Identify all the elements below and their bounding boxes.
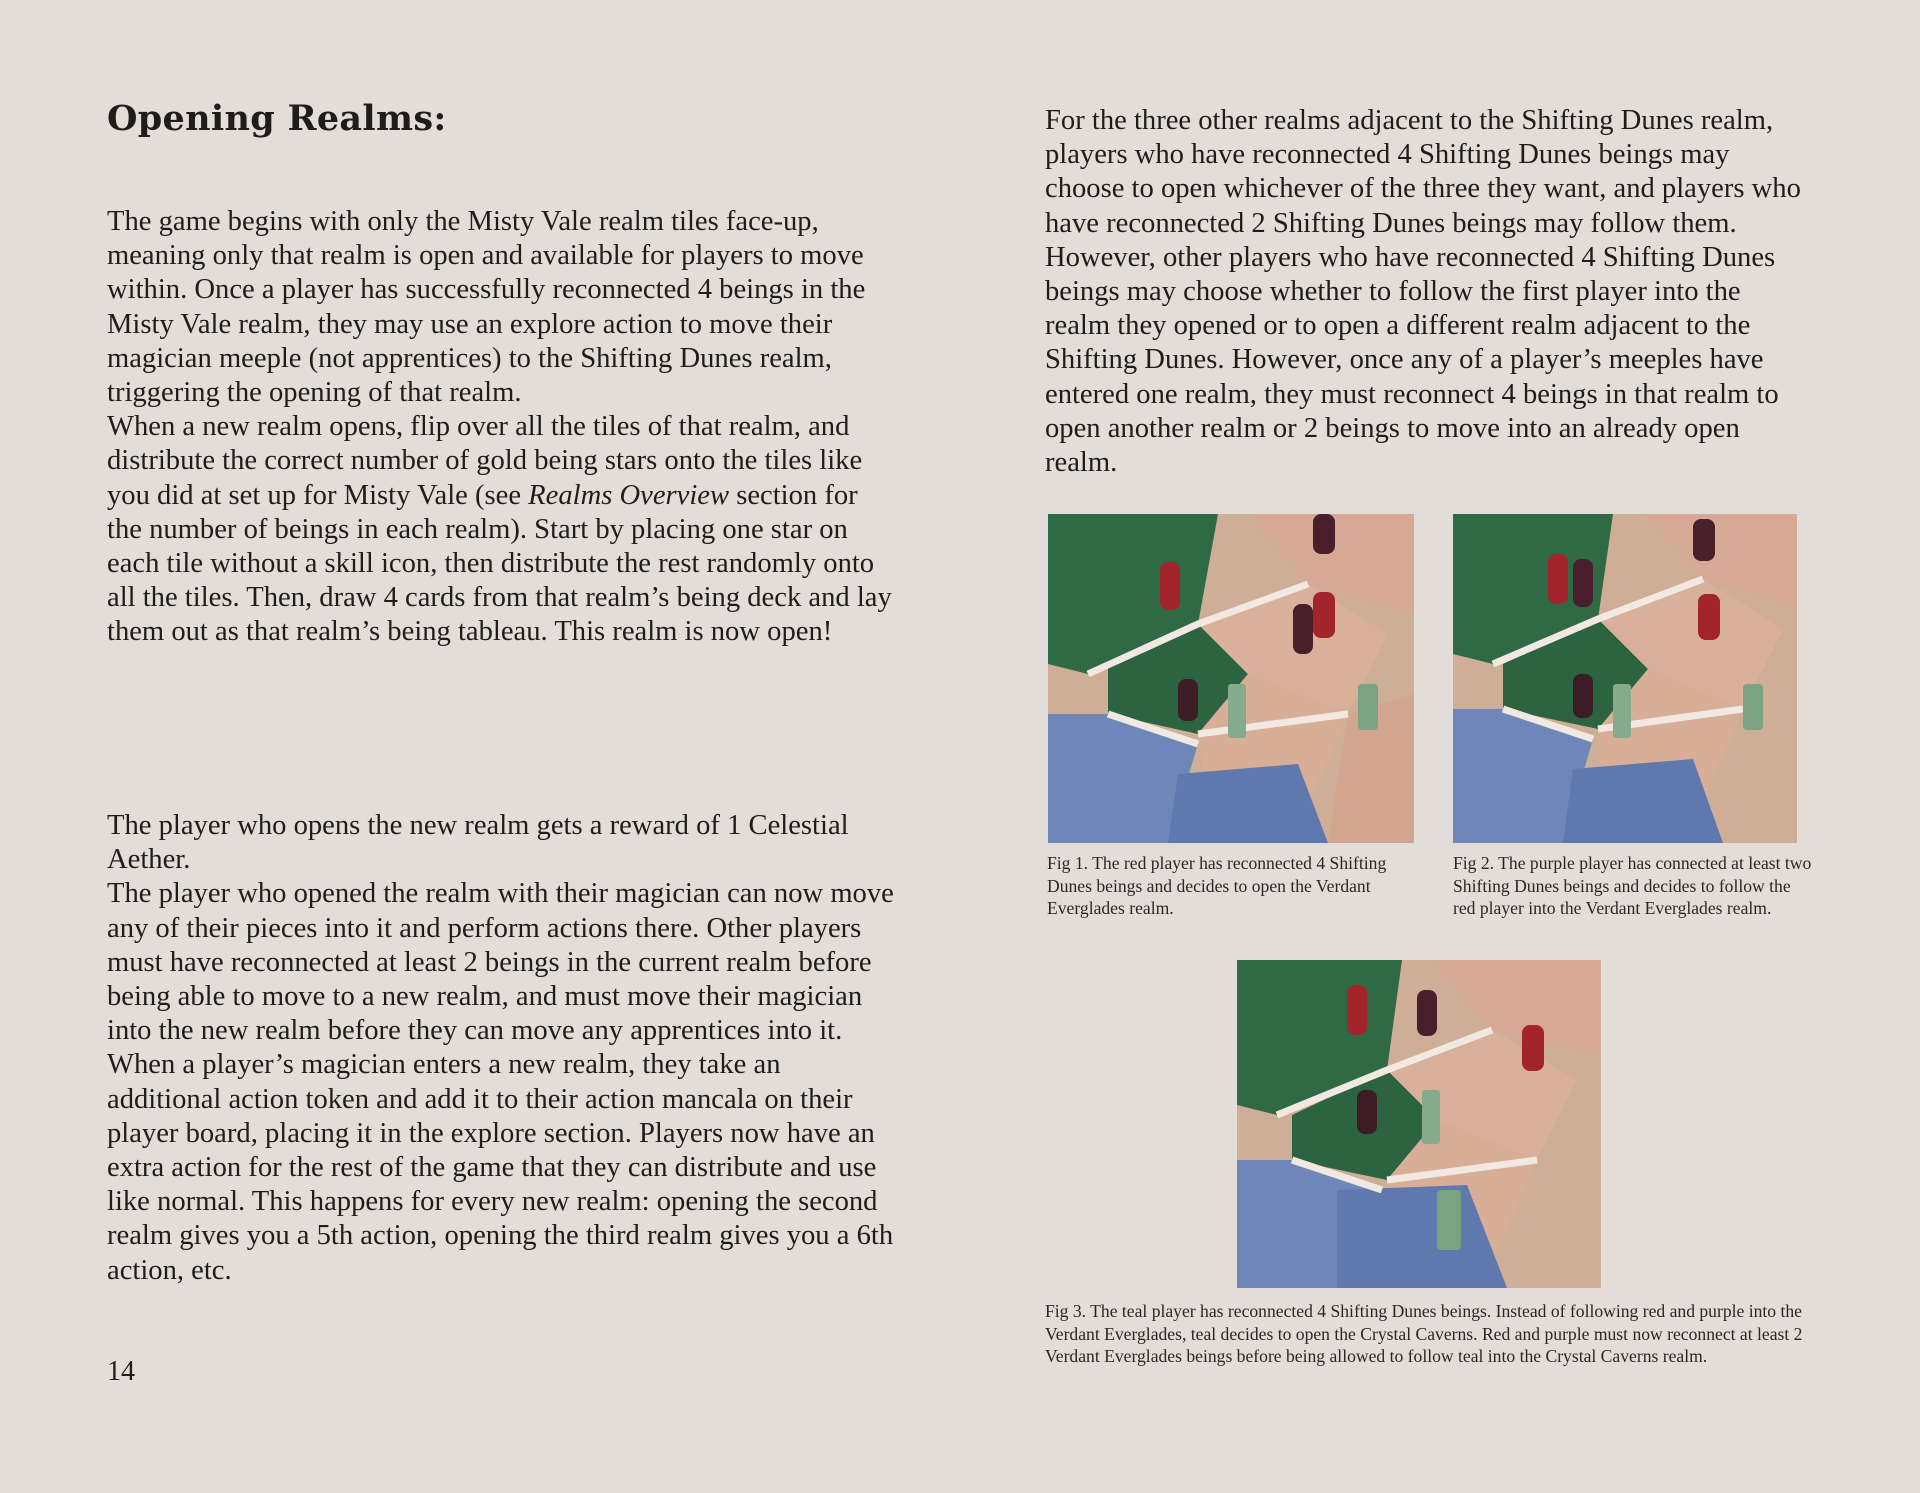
adjacent-realms-text [1045,104,1810,480]
right-page [960,0,1920,1493]
paragraph: When a player’s magician enters a new realm, they take an additional action token and add it to their action mancala on their player board, placing it in the explore section. Players now have an extra action for the rest of the game that they can distribute and use like normal. This happens for every new realm: opening the second realm gives you a 5th action, opening the third realm gives you a 6th action, etc. [107,1049,894,1286]
board-photo-fig3 [1237,960,1601,1288]
red-meeple [1347,985,1367,1035]
figure-1-photo [1048,514,1414,843]
text-run: section for the number of beings in each realm). Start by placing one star on each tile without a skill icon, then distribute the rest randomly onto all the tiles. Then, draw 4 cards from that realm’s being deck and lay them out as that realm’s being tableau. This realm is now open! [107,479,892,648]
board-photo-fig1 [1048,514,1414,843]
teal-meeple [1613,684,1631,738]
paragraph: For the three other realms adjacent to the Shifting Dunes realm, players who have reconnected 4 Shifting Dunes beings may choose to open whichever of the three they want, and players who have reconnected 2 Shifting Dunes beings may follow them. However, other players who have reconnected 4 Shifting Dunes beings may choose whether to follow the first player into the realm they opened or to open a different realm adjacent to the Shifting Dunes. However, once any of a player’s meeples have entered one realm, they must reconnect 4 beings in that realm to open another realm or 2 beings to move into an already open realm. [1045,105,1801,479]
red-meeple [1698,594,1720,640]
red-meeple [1548,554,1568,604]
purple-meeple [1178,679,1198,721]
purple-meeple [1293,604,1313,654]
purple-meeple [1573,674,1593,718]
figure-3-caption: Fig 3. The teal player has reconnected 4 Shifting Dunes beings. Instead of following red and purple into the Verdant Everglades, teal decides to open the Crystal Caverns. Red and purple must now reconnect at least 2 Verdant Everglades beings before being allowed to follow teal into the Crystal Caverns realm. [1045,1301,1803,1367]
purple-meeple [1693,519,1715,561]
section-heading: Opening Realms: [107,98,447,139]
purple-meeple [1313,514,1335,554]
purple-meeple [1357,1090,1377,1134]
paragraph: The player who opened the realm with their magician can now move any of their pieces into it and perform actions there. Other players must have reconnected at least 2 beings in the current realm before being able to move to a new realm, and must move their magician into the new realm before they can move any apprentices into it. [107,878,894,1047]
figure-1-caption: Fig 1. The red player has reconnected 4 Shifting Dunes beings and decides to open the Verdant Everglades realm. [1047,853,1387,919]
teal-meeple [1358,684,1378,730]
realms-overview-reference: Realms Overview [528,479,730,511]
paragraph: The player who opens the new realm gets a reward of 1 Celestial Aether. [107,810,849,876]
figure-2-photo [1453,514,1797,843]
page-number: 14 [107,1356,135,1387]
figure-2-caption: Fig 2. The purple player has connected at least two Shifting Dunes beings and decides to follow the red player into the Verdant Everglades realm. [1453,853,1812,919]
teal-meeple [1422,1090,1440,1144]
red-meeple [1313,592,1335,638]
paragraph: The game begins with only the Misty Vale realm tiles face-up, meaning only that realm is open and available for players to move within. Once a player has successfully reconnected 4 beings in the Misty Vale realm, they may use an explore action to move their magician meeple (not apprentices) to the Shifting Dunes realm, triggering the opening of that realm. [107,206,866,409]
board-photo-fig2 [1453,514,1797,843]
purple-meeple [1417,990,1437,1036]
figure-3-photo [1237,960,1601,1288]
intro-text-block [107,205,897,650]
teal-meeple [1743,684,1763,730]
rewards-text-block [107,809,897,1288]
red-meeple [1160,562,1180,610]
red-meeple [1522,1025,1544,1071]
paragraph [107,410,897,649]
teal-meeple [1437,1190,1461,1250]
teal-meeple [1228,684,1246,738]
text-run: When a new realm opens, flip over all the tiles of that realm, and distribute the correct number of gold being stars onto the tiles like you did at set up for Misty Vale (see [107,411,863,511]
purple-meeple [1573,559,1593,607]
